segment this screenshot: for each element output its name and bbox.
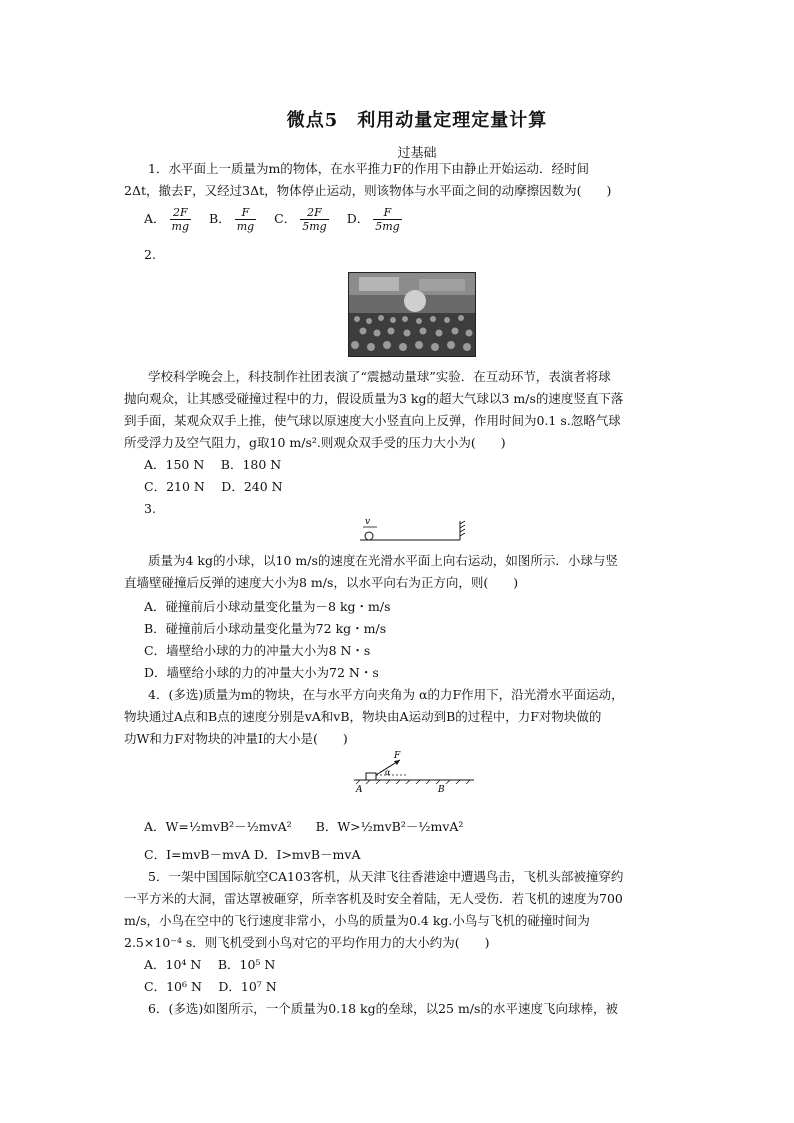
q2-line2: 抛向观众，让其感受碰撞过程中的力，假设质量为3 kg的超大气球以3 m/s的速度竖直下落 [124,391,624,406]
q1-options: A． $\frac{2F}{mg}$ B． $\frac{F}{mg}$ C． $\frac{2F}{5mg}$ D． $\frac{F}{5mg}$ [144,206,400,233]
q3-option-b: B．碰撞前后小球动量变化量为72 kg・m/s [144,621,387,636]
q4-line3: 功W和力F对物块的冲量I的大小是( ) [124,731,348,746]
q2-number: 2. [144,247,156,262]
q5-line4: 2.5×10⁻⁴ s．则飞机受到小鸟对它的平均作用力的大小约为( ) [124,935,490,950]
q5-options-cd: C．10⁶ N D．10⁷ N [144,979,277,994]
q1-optA-fraction: $\frac{2F}{mg}$ [171,206,190,233]
q6-line1: 6．(多选)如图所示，一个质量为0.18 kg的垒球，以25 m/s的水平速度飞向球棒，被 [148,1001,618,1016]
section-heading: 过基础 [397,146,437,161]
q1-line1: 1．水平面上一质量为m的物体，在水平推力F的作用下由静止开始运动．经时间 [148,161,589,176]
velocity-label: v [365,517,371,527]
q4-line2: 物块通过A点和B点的速度分别是vA和vB，物块由A运动到B的过程中，力F对物块做的 [124,709,602,724]
q4-options-cd: C．I=mvB－mvA D．I>mvB－mvA [144,847,361,862]
q2-options-ab: A．150 N B．180 N [144,457,282,472]
q4-option-a: A．W=½mvB²－½mvA² [144,819,292,834]
q3-number: 3. [144,501,156,516]
q3-line1: 质量为4 kg的小球，以10 m/s的速度在光滑水平面上向右运动，如图所示．小球与竖 [148,553,618,568]
point-b-label: B [438,785,445,795]
page-title: 微点5 利用动量定理定量计算 [286,110,548,131]
q1-line2: 2Δt，撤去F，又经过3Δt，物体停止运动，则该物体与水平面之间的动摩擦因数为( ) [124,183,612,198]
audience-balloon-photo [348,272,476,357]
angle-label: α [385,768,391,777]
q2-line3: 到手面，某观众双手上推，使气球以原速度大小竖直向上反弹，作用时间为0.1 s.忽略气球 [124,413,621,428]
q4-line1: 4．(多选)质量为m的物块，在与水平方向夹角为 α的力F作用下，沿光滑水平面运动， [148,687,624,702]
q3-option-c: C．墙壁给小球的力的冲量大小为8 N・s [144,643,371,658]
q5-line1: 5．一架中国国际航空CA103客机，从天津飞往香港途中遭遇鸟击，飞机头部被撞穿约 [148,869,624,884]
q2-line4: 所受浮力及空气阻力，g取10 m/s².则观众双手受的压力大小为( ) [124,435,506,450]
q5-line3: m/s，小鸟在空中的飞行速度非常小，小鸟的质量为0.4 kg.小鸟与飞机的碰撞时间为 [124,913,590,928]
force-label: F [394,751,401,761]
ball-wall-figure [355,515,475,545]
q3-option-d: D．墙壁给小球的力的冲量大小为72 N・s [144,665,379,680]
q2-options-cd: C．210 N D．240 N [144,479,283,494]
q4-options-ab [144,816,463,838]
force-block-figure [350,748,480,796]
q4-option-b: B．W>½mvB²－½mvA² [315,819,464,834]
q3-option-a: A．碰撞前后小球动量变化量为－8 kg・m/s [144,599,391,614]
q1-optD-fraction: $\frac{F}{5mg}$ [375,206,400,233]
point-a-label: A [356,785,363,795]
q5-line2: 一平方米的大洞，雷达罩被砸穿，所幸客机及时安全着陆，无人受伤．若飞机的速度为700 [124,891,623,906]
q1-optB-fraction: $\frac{F}{mg}$ [236,206,255,233]
q1-optC-fraction: $\frac{2F}{5mg}$ [302,206,327,233]
q5-options-ab: A．10⁴ N B．10⁵ N [144,957,276,972]
q2-line1: 学校科学晚会上，科技制作社团表演了“震撼动量球”实验．在互动环节，表演者将球 [148,369,611,384]
q3-line2: 直墙壁碰撞后反弹的速度大小为8 m/s，以水平向右为正方向，则( ) [124,575,519,590]
